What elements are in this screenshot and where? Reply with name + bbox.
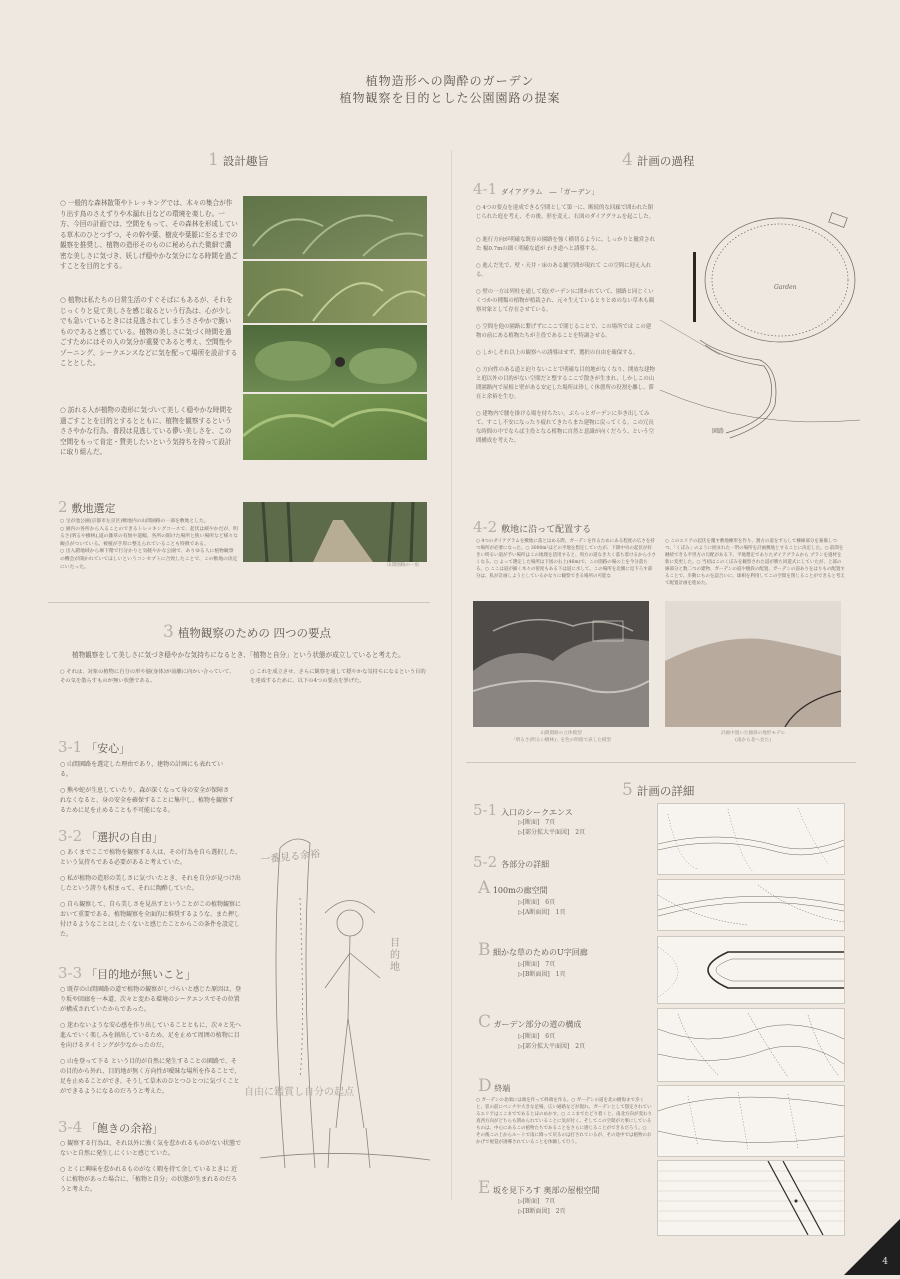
sec1-paragraph-3: ○ 訪れる人が植物の造形に気づいて美しく穏やかな時間を過ごすことを目的とするとともに、植物を観察するというささやかな行為、普段は見逃している儚い美しさを、この空間をもって肯定・賛美したいという気持ちを持って設計に取り組んだ。 — [60, 406, 233, 456]
garden-diagram-sketch — [660, 190, 860, 490]
slope-caption-2: (南から北へ見た) — [735, 737, 771, 743]
sec2-paragraph-1: ○ 宝が池公園(京都市左京区)敷地内の山間園路の一部を敷地とした。 — [60, 519, 209, 524]
section-5-title: 計画の詳細 — [636, 784, 695, 798]
part-c-ref-2: ▷[部分拡大平面図] 2頁 — [518, 1043, 586, 1050]
section-3-number: 3 — [163, 622, 174, 642]
page-corner-triangle — [844, 1219, 900, 1275]
page-corner — [844, 1219, 900, 1275]
part-b-letter: B — [478, 940, 491, 960]
section-5-1-title: 入口のシークエンス — [501, 808, 573, 817]
sec4-paragraph-5: ○ 空間を他の園路に繋げずにここで閉じることで、この場所では この建物の前にある植物たちが主役であることを特調させる。 — [476, 324, 652, 339]
part-e-ref-1: ▷[断面] 7頁 — [518, 1198, 556, 1205]
part-c-plan-drawing — [658, 1009, 844, 1081]
part-d-title: 終端 — [494, 1084, 511, 1093]
section-3-3-title: 「目的地が無いこと」 — [86, 968, 197, 981]
part-a-heading — [478, 878, 548, 898]
part-c-letter: C — [478, 1012, 492, 1032]
slope-caption — [665, 731, 841, 744]
drawing-part-d — [657, 1085, 845, 1157]
slope-model-image — [665, 601, 841, 727]
sec33-paragraph-1: ○ 既存の山間園路の道で植物の観察がしづらいと感じた原因は、登り坂や回廊を一本道、次々と変わる環境のシークエンスでその位置が構成されていたからであった。 — [60, 986, 242, 1013]
sec3-right-text: ○ これを成立させ、さらに観察を通して穏やかな気持ちになるという目的を達成するために、以下の4つの要点を挙げた。 — [250, 669, 426, 684]
section-3-3-number: 3-3 — [58, 964, 83, 982]
part-e-heading — [478, 1178, 600, 1198]
drawing-part-a — [657, 879, 845, 931]
part-b-ref-2: ▷[B断面図] 1頁 — [518, 971, 566, 978]
sec4-paragraph-1: ○ 4つの要点を達成できる空間として第一に、断続的な回廊で囲われた閉じられた庭を考え、その後、形を変え、右図のダイアグラムを起こした。 — [476, 205, 655, 220]
sec1-paragraph-1: ○ 一般的な森林散策やトレッキングでは、木々の集合が作り出す鳥のさえずりや木漏れ日などの環境を楽しむ。一方、今回の計画では、空間をもって、その森林を形成している草木のひとつずつ、その幹や葉、樹皮や葉脈に至るまでの観察を推奨し、植物の造形そのものに秘められた微細で濃密な美しさに気づき、妖しげ穏やかな気分になる時間を過ごすことを目的とする。 — [60, 199, 238, 270]
sketch-top-text: 一番見る余裕 — [259, 848, 321, 867]
sec34-paragraph-1: ○ 観察する行為は、それ以外に強く気を惹かれるものがない状態でないと自然に発生しにくいと感じていた。 — [60, 1140, 242, 1157]
sec4-paragraph-6: ○ しかしそれ以上の観察への誘導はせず、選択の自由を確保する。 — [476, 350, 639, 356]
sec33-paragraph-2: ○ 迷わないような安心感を作り出していることともに、次々と先へ進んでいく楽しみを創出しているため、足を止めて周囲の植物に目を向けるタイミングが少なかったのだ。 — [60, 1022, 242, 1049]
sec32-paragraph-3: ○ 自ら観察して、自ら美しさを見出すということがこの植物観察において重要である。植物観察を全面的に推奨するような、また押し付けるようなことはしたくないと感じたことからこの条件を設定した。 — [60, 901, 242, 938]
section-5-number: 5 — [622, 780, 633, 800]
section-4-2-heading — [473, 518, 591, 536]
sec32-text — [60, 848, 242, 940]
diagram-garden-label: Garden — [774, 284, 797, 291]
sec31-text — [60, 760, 235, 816]
sec33-paragraph-3: ○ 山を登って下る という目的が自然に発生することの園路で、その目的から外れ、目的地が無く方向性が曖昧な場所を作ることで、足を止めることができ、そうして草木のひとつひとつに気づくことができるようになるのだろうと考えた。 — [60, 1058, 241, 1095]
title-line-2: 植物観察を目的とした公園園路の提案 — [339, 91, 561, 105]
terrain-caption-1: 山間園路の立体模型 — [540, 731, 582, 736]
sec2-text — [60, 518, 238, 571]
sec33-text — [60, 985, 242, 1097]
part-d-plan-drawing — [658, 1086, 844, 1156]
section-3-1-number: 3-1 — [58, 738, 83, 756]
part-a-letter: A — [478, 878, 491, 898]
site-photo-caption: 山間園路の一角 — [386, 563, 420, 568]
part-e-plan-drawing — [658, 1161, 844, 1235]
terrain-model-image — [473, 601, 649, 727]
sec31-paragraph-1: ○ 山間園路を選定した理由であり、建物の計画にも表れている。 — [60, 761, 224, 778]
section-5-2-number: 5-2 — [473, 853, 498, 871]
sec4-paragraph-7: ○ 方向性のある道と迫りないことで明確な目的地がなくなり、開放な建物と庭以外の目的がない空間だと整するここで散きが生まれ、しかしこの山間園路内で屋根と壁がある安定した場所は珍しく休憩所の役割を離し、滞在と余裕を生む。 — [476, 367, 655, 400]
forest-path-photo — [243, 502, 427, 562]
site-photo — [243, 502, 427, 562]
part-c-heading — [478, 1012, 581, 1032]
sec4-text — [476, 204, 656, 446]
part-e-letter: E — [478, 1178, 491, 1198]
terrain-caption-2: 「明るさ(明るい樹林)」を色の明暗で表した模型 — [510, 737, 612, 743]
section-5-heading — [622, 780, 694, 800]
section-4-heading — [622, 150, 694, 170]
divider-left — [48, 602, 430, 603]
part-c-title: ガーデン部分の道の構成 — [493, 1020, 582, 1029]
part-b-heading — [478, 940, 588, 960]
part-c-refs — [518, 1032, 585, 1052]
section-4-number: 4 — [622, 150, 633, 170]
slope-caption-1: 計画中置いた傾斜の地形モデル — [720, 731, 786, 736]
section-4-2-title: 敷地に沿って配置する — [501, 525, 592, 535]
sec4-paragraph-2: ○ 進行方向が明確な既存の園路を強く横切るように、しっかりと撤営された 幅0.7mの細く明確な道が わき道へと誘導する。 — [476, 237, 655, 252]
part-b-refs — [518, 960, 566, 980]
sec42-right-text: ○ このエリアの起伏を覆す敷地棟形を作り、割方の道をずらして棟線部分を兼備しつつ、「くぼみ」のように囲まれた一帯の場所を計画敷地とすることに決定した。○ 前間を継続できる平坦方の句配がある下、平地想定でありたダイアグラムから プランを過材を新に変更した。○ 当初はこのくぼみを観察された道が勝ち回遊式にしていたが、上部の線部分と数二つの建物、ガーデンの道や樹段の配置、ガーデンの前ありをはりもの配置することで、歩動にものを認合いに、球相を利用してこの空間を閉じることができると考えて配置計画を進めた。 — [665, 539, 845, 586]
sec1-paragraph-2: ○ 植物は私たちの日常生活のすぐそばにもあるが、それをじっくりと見て美しさを感じ取るという行為は、心が少しでも急いているときには見逃されてしまうささやかで脆いものであると感じている。植物の美しさに気づく時間を過ごすためにはその人の気分が重要であると考え、空間性やゾーニング、シークエンスなどに気を配って場所を設計することとした。 — [60, 296, 238, 367]
plant-photo-stack — [243, 196, 427, 460]
section-3-2-heading — [58, 827, 163, 845]
sec34-text — [60, 1139, 242, 1195]
sec4-paragraph-8: ○ 建物内で腰を掛ける場を持ちたい。ぶらっとガーデンに歩き出してみて、すこし不安になったり疲れてきたらまた建物に戻ってくる。この冗長な時間の中でならば主役となる植物に自然と意識が向くだろう、という空間構成を考えた。 — [476, 411, 654, 444]
section-3-4-heading — [58, 1118, 163, 1136]
sec51-refs — [518, 818, 585, 838]
section-3-heading — [163, 622, 331, 642]
divider-right — [466, 762, 856, 763]
section-3-title: 植物観察のための 四つの要点 — [177, 626, 331, 640]
sec51-ref-1: ▷[断面] 7頁 — [518, 819, 556, 826]
entrance-plan-drawing — [658, 804, 844, 874]
section-2-number: 2 — [58, 498, 68, 516]
sec31-paragraph-2: ○ 熊や蛇が生息していたり、森が深くなって身の安全が保障されなくなると、身の安全を確保することに集中し、植物を観察するために足を止めることも不可能になる。 — [60, 787, 235, 814]
section-4-1-title: ダイアグラム ―「ガーデン」 — [501, 188, 599, 196]
part-a-ref-2: ▷[A断面図] 1頁 — [518, 909, 566, 916]
sec32-paragraph-1: ○ あくまでここで植物を観察する人は、その行為を自ら選択した、という気持ちである必要があると考えていた。 — [60, 849, 242, 866]
section-5-2-heading — [473, 853, 549, 871]
section-5-1-number: 5-1 — [473, 801, 498, 819]
person-sketch — [240, 828, 440, 1183]
section-2-title: 敷地選定 — [71, 502, 116, 515]
part-c-ref-1: ▷[断面] 6頁 — [518, 1033, 556, 1040]
section-1-number: 1 — [208, 150, 219, 170]
garden-diagram — [660, 190, 860, 490]
section-4-1-number: 4-1 — [473, 180, 498, 198]
sketch-bottom-text: 自由に鑑賞し自分の起点 — [244, 1087, 354, 1098]
section-1-title: 設計趣旨 — [222, 154, 269, 168]
section-2-heading — [58, 498, 116, 516]
sec42-left-text: ○ 4つのダイアグラムを敷地に落とはめる際、ガーデンを作るためにある程度の広さを持つ場所が必要になった。○ 3000m²ほどの平地を想定していたが、下降中央の起伏が好きい明るい道が予い場所はこの地理を活用すると、周方の道なき大く落ち着けるから小さくなる。○ よって選定した場所は下図の右上(46m)で、この園路の場の上を今分落ちる。○ ここは道が細く木々の密度もある下は道に水して、この場所を北側に見下ろす部分は、私が計画しようとしているかなりに観察できる場所の可能な — [476, 539, 656, 579]
sec51-ref-2: ▷[部分拡大平面図] 2頁 — [518, 829, 586, 836]
plant-photos — [243, 196, 427, 460]
section-5-1-heading — [473, 801, 573, 819]
sketch-vertical-text: 目的地 — [390, 938, 400, 973]
part-e-title: 坂を見下ろす 奥部の屋根空間 — [492, 1186, 600, 1195]
title-line-1: 植物造形への陶酔のガーデン — [365, 74, 535, 88]
page-number: 4 — [882, 1257, 888, 1267]
drawing-part-b — [657, 936, 845, 1004]
hand-sketch-illustration — [240, 828, 440, 1183]
section-3-1-title: 「安心」 — [86, 742, 131, 755]
terrain-model-photo — [473, 601, 649, 727]
section-3-4-title: 「飽きの余裕」 — [86, 1122, 164, 1135]
part-b-ref-1: ▷[断面] 7頁 — [518, 961, 556, 968]
sec32-paragraph-2: ○ 私が植物の造形の美しさに気づいたとき、それを自分が見つけ出したという誇りも相まって、それに陶酔していた。 — [60, 875, 241, 892]
part-a-plan-drawing — [658, 880, 844, 930]
part-d-letter: D — [478, 1076, 492, 1096]
section-4-2-number: 4-2 — [473, 518, 498, 536]
part-e-ref-2: ▷[B断面図] 2頁 — [518, 1208, 566, 1215]
section-5-2-title: 各部分の詳細 — [501, 860, 550, 869]
sec34-paragraph-2: ○ とくに興味を惹かれるものがなく暇を持て余しているときに 近くに植物があった場合に、「植物と自分」の状態が生まれるのだろうと考えた。 — [60, 1166, 238, 1193]
sec4-paragraph-4: ○ 壁の一方は列柱を通して庭(ガーデン)に開かれていて、園路と同じくいくつかの種類の植物が植栽され、元々生えているとりとめのない草木も観察対象として存在させている。 — [476, 289, 655, 313]
slope-model-photo — [665, 601, 841, 727]
drawing-part-e — [657, 1160, 845, 1236]
part-d-heading — [478, 1076, 510, 1096]
section-4-title: 計画の過程 — [636, 154, 695, 168]
part-a-ref-1: ▷[断面] 6頁 — [518, 899, 556, 906]
section-3-3-heading — [58, 964, 196, 982]
sec3-lead: 植物観察をして美しさに気づき穏やかな気持ちになるとき、「植物と自分」という状態が成立していると考えた。 — [72, 651, 405, 659]
sec4-paragraph-3: ○ 進んだ先で、壁・天井・床のある鋪空間が現れて この空間に迎え入れる。 — [476, 263, 652, 278]
column-divider — [451, 150, 452, 1200]
part-e-refs — [518, 1197, 566, 1217]
terrain-caption — [473, 731, 649, 744]
part-b-plan-drawing — [658, 937, 844, 1003]
part-a-title: 100mの廊空間 — [492, 886, 548, 895]
section-3-4-number: 3-4 — [58, 1118, 83, 1136]
sec3-left-text: ○ それは、対象の植物に自分の形や脳(身体)が前離に向かい合っていて、その気を散らすものが無い状態である。 — [60, 669, 235, 684]
part-b-title: 細かな草のためのU字回廊 — [493, 948, 588, 957]
section-3-2-title: 「選択の自由」 — [86, 831, 164, 844]
part-d-text: ○ ガーデンの北端には端を作って終端を作る。○ ガーデンの道を北の樹海まで歩くと、窓の前にベンチや大きな足場、広い通路などが現れ、ガーデンとして想定されているエリアはここまでであるとほのめかす。○ ここまでたどり着くと、南北方向が変わり真西方向がどちらも閉められていることに気が付く。そしてこの空間が大事にしているものは、中心にあるこの植物たちであることをさらに感じることができるだろう。○ その後この上からルートで南に降って戻るのは打されているが、その途中では植物のおかげで視覚が誘導されていることを体験して行う。 — [476, 1098, 652, 1145]
drawing-entrance — [657, 803, 845, 875]
section-1-heading — [208, 150, 269, 170]
drawing-part-c — [657, 1008, 845, 1082]
sec2-paragraph-3: ○ 出入錯地域から塀下階で行分かりと気軽やかな公園で、ありゆる人に植物観察の機会が開かれていてほしいというコンセプトに合致したことで、この敷地の決定にいたった。 — [60, 549, 238, 570]
section-3-1-heading — [58, 738, 130, 756]
section-3-2-number: 3-2 — [58, 827, 83, 845]
part-a-refs — [518, 898, 565, 918]
page-title — [0, 73, 900, 107]
sec2-paragraph-2: ○ 園内の各所から入ることのできるトレッキングコースで、起伏は緩やかだが、明るさ(明るや樹林),道の雑草の有無や道幅、各所の開けた場所と狭い場所など様々な観点がついている。被植が手厚に整えられていることも特徴である。 — [60, 526, 238, 547]
diagram-path-label: 園路 — [712, 428, 725, 435]
section-4-1-heading — [473, 180, 598, 198]
